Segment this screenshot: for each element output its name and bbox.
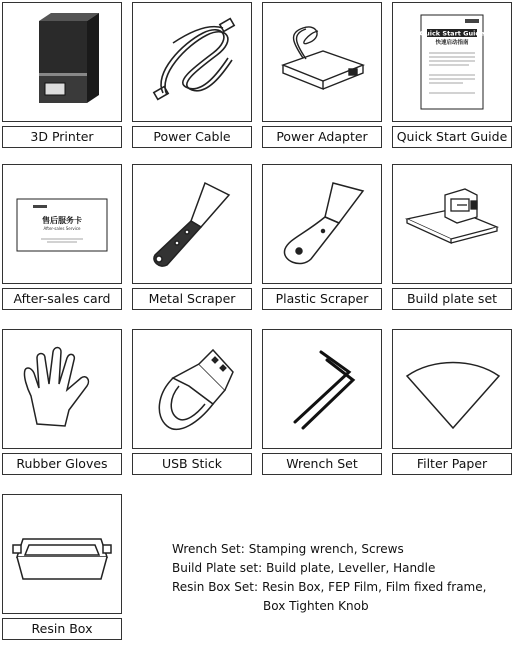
guide-art-title: Quick Start Guide xyxy=(419,29,485,38)
build-plate-icon xyxy=(393,165,511,283)
filter-paper-image xyxy=(392,329,512,449)
card-art-subtitle: After-sales Service xyxy=(43,226,81,231)
card-art-title: 售后服务卡 xyxy=(42,216,82,225)
glove-icon xyxy=(3,330,121,448)
build-plate-set-image xyxy=(392,164,512,284)
item-label: Rubber Gloves xyxy=(2,453,122,475)
guide-art-subtitle: 快速启动指南 xyxy=(435,40,469,46)
item-label: Build plate set xyxy=(392,288,512,310)
usb-stick-icon xyxy=(133,330,251,448)
metal-scraper-icon xyxy=(133,165,251,283)
note-value: Stamping wrench, Screws xyxy=(248,542,404,556)
item-label: Plastic Scraper xyxy=(262,288,382,310)
booklet-icon xyxy=(393,3,511,121)
plastic-scraper-icon xyxy=(263,165,381,283)
power-cable-image xyxy=(132,2,252,122)
power-adapter-image xyxy=(262,2,382,122)
card-icon xyxy=(3,165,121,283)
item-label: Power Adapter xyxy=(262,126,382,148)
item-label: After-sales card xyxy=(2,288,122,310)
item-label: 3D Printer xyxy=(2,126,122,148)
quick-start-guide-image xyxy=(392,2,512,122)
note-key: Build Plate set: xyxy=(172,561,263,575)
item-label: Quick Start Guide xyxy=(392,126,512,148)
item-label: USB Stick xyxy=(132,453,252,475)
note-key: Wrench Set: xyxy=(172,542,245,556)
3d-printer-image xyxy=(2,2,122,122)
metal-scraper-image xyxy=(132,164,252,284)
3d-printer-icon xyxy=(3,3,121,121)
power-adapter-icon xyxy=(263,3,381,121)
filter-paper-icon xyxy=(393,330,511,448)
usb-stick-image xyxy=(132,329,252,449)
note-resin-box-set-cont xyxy=(172,597,486,616)
item-label: Filter Paper xyxy=(392,453,512,475)
item-label: Wrench Set xyxy=(262,453,382,475)
note-value-cont: Box Tighten Knob xyxy=(263,599,369,613)
after-sales-card-image xyxy=(2,164,122,284)
resin-box-image xyxy=(2,494,122,614)
power-cable-icon xyxy=(133,3,251,121)
note-value: Resin Box, FEP Film, Film fixed frame, xyxy=(262,580,487,594)
note-build-plate-set xyxy=(172,559,486,578)
set-contents-notes xyxy=(172,540,486,616)
rubber-gloves-image xyxy=(2,329,122,449)
note-wrench-set xyxy=(172,540,486,559)
item-label: Metal Scraper xyxy=(132,288,252,310)
note-resin-box-set xyxy=(172,578,486,597)
note-key: Resin Box Set: xyxy=(172,580,259,594)
item-label: Resin Box xyxy=(2,618,122,640)
wrench-set-image xyxy=(262,329,382,449)
item-label: Power Cable xyxy=(132,126,252,148)
resin-vat-icon xyxy=(3,495,121,613)
note-value: Build plate, Leveller, Handle xyxy=(266,561,436,575)
plastic-scraper-image xyxy=(262,164,382,284)
hex-wrench-icon xyxy=(263,330,381,448)
